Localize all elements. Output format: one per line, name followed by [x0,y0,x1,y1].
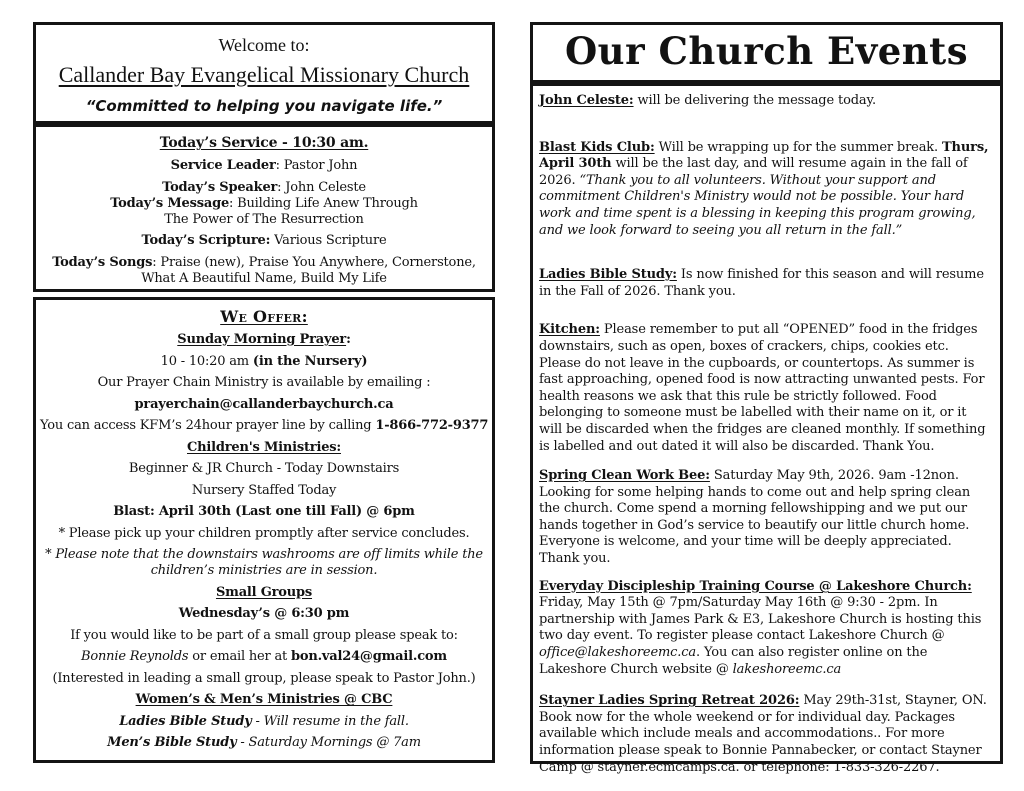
washrooms-note-line1: * Please note that the downstairs washrooms are off limits while the [45,547,483,562]
events-page-title: Our Church Events [564,29,969,73]
events-title-box [530,22,1003,83]
service-title: Today’s Service - 10:30 am. [159,135,369,151]
service-leader-line: Service Leader: Pastor John [170,158,358,173]
service-message-line2: The Power of The Resurrection [164,211,364,227]
childrens-ministries-title: Children's Ministries: [187,439,341,455]
event-label: Spring Clean Work Bee: [539,468,710,484]
sunday-prayer-time: 10 - 10:20 am (in the Nursery) [160,353,368,369]
event-kitchen: Kitchen: Please remember to put all “OPENED” food in the fridges downstairs, such as open, boxes of crackers, chips, cookies etc. Please do not leave in the cupboards, or countertops. As summer is fast approaching, opened food is now attracting unwanted pests. For health reasons we ask that this rule be strictly followed. Food belonging to someone must be labelled with their name on it, or it will be discarded when the fridges are cleaned monthly. If something is labelled and out dated it will also be discarded. Thank You. [539,322,986,454]
blast-line: Blast: April 30th (Last one till Fall) @ 6pm [113,504,415,519]
service-songs-line2: What A Beautiful Name, Build My Life [141,270,387,286]
small-groups-contact: Bonnie Reynolds or email her at bon.val24@gmail.com [81,649,447,664]
church-motto: “Committed to helping you navigate life.” [85,97,443,115]
event-ladies-bible-study: Ladies Bible Study: Is now finished for this season and will resume in the Fall of 2026. Thank you. [539,267,984,299]
event-label: Ladies Bible Study: [539,267,677,283]
sunday-prayer-title: Sunday Morning Prayer: [177,332,351,347]
washrooms-note-line2: children’s ministries are in session. [150,563,378,578]
service-songs-line: Today’s Songs: Praise (new), Praise You Anywhere, Cornerstone, [52,254,476,270]
we-offer-title: We Offer: [220,307,308,326]
small-groups-title: Small Groups [215,584,313,600]
childrens-line2: Nursery Staffed Today [191,482,337,498]
small-groups-time: Wednesday’s @ 6:30 pm [178,606,350,621]
pickup-note: * Please pick up your children promptly after service concludes. [58,525,470,541]
todays-service-box [33,124,495,292]
small-groups-invite: If you would like to be part of a small group please speak to: [70,627,458,643]
welcome-box [33,22,495,124]
service-speaker-line: Today’s Speaker: John Celeste [162,179,366,195]
childrens-line1: Beginner & JR Church - Today Downstairs [128,461,400,476]
service-message-line: Today’s Message: Building Life Anew Through [110,195,418,211]
event-label: Everyday Discipleship Training Course @ Lakeshore Church: [539,578,972,594]
welcome-heading: Welcome to: [218,35,310,55]
service-scripture-line: Today’s Scripture: Various Scripture [141,233,387,248]
prayer-chain-email: prayerchain@callanderbaychurch.ca [134,396,394,412]
leading-note: (Interested in leading a small group, please speak to Pastor John.) [52,670,476,686]
event-discipleship-course: Everyday Discipleship Training Course @ Lakeshore Church: Friday, May 15th @ 7pm/Saturday May 16th @ 9:30 - 2pm. In partnership with James Park & E3, Lakeshore Church is hosting this two day event. To register please contact Lakeshore Church @ office@lakeshoreemc.ca. You can also register online on the Lakeshore Church website @ lakeshoreemc.ca [539,578,982,677]
mens-study-line: Men’s Bible Study - Saturday Mornings @ 7am [107,735,421,750]
event-label: Blast Kids Club: [539,139,655,155]
event-label: Stayner Ladies Spring Retreat 2026: [539,693,800,709]
event-john-celeste: John Celeste: will be delivering the message today. [539,93,876,108]
church-name: Callander Bay Evangelical Missionary Church [58,62,470,87]
event-stayner-retreat: Stayner Ladies Spring Retreat 2026: May 29th-31st, Stayner, ON. Book now for the whole weekend or for individual day. Packages available which include meals and accommodations.. For more information please speak to Bonnie Pannabecker, or contact Stayner Camp @ stayner.ecmcamps.ca. or telephone: 1-833-326-2267. [539,693,987,775]
event-spring-clean-work-bee: Spring Clean Work Bee: Saturday May 9th, 2026. 9am -12non. Looking for some helping hands to come out and help spring clean the church. Come spend a morning fellowshipping and we put our hands together in God’s service to beautify our little church home. Everyone is welcome, and your time will be deeply appreciated. Thank you. [539,468,971,567]
ministries-title: Women’s & Men’s Ministries @ CBC [135,692,393,707]
event-label: John Celeste: [539,93,634,108]
events-box [530,83,1003,775]
prayer-chain-line: Our Prayer Chain Ministry is available by emailing : [97,375,431,390]
we-offer-box [33,297,495,763]
event-label: Kitchen: [539,322,600,338]
kfm-prayer-line: You can access KFM’s 24hour prayer line by calling 1-866-772-9377 [40,418,489,433]
event-blast-kids-club: Blast Kids Club: Will be wrapping up for the summer break. Thurs, April 30th will be the last day, and will resume again in the fall of 2026. “Thank you to all volunteers. Without your support and commitment Children's Ministry would not be possible. Your hard work and time spent is a blessing in keeping this program growing, and we look forward to seeing you all return in the fall.” [539,139,989,238]
ladies-study-line: Ladies Bible Study - Will resume in the fall. [119,713,409,729]
